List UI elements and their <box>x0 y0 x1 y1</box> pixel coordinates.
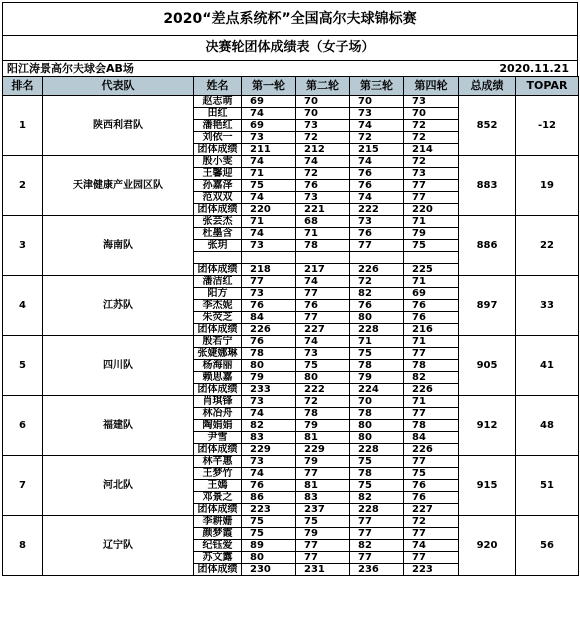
player-name: 张芸杰 <box>194 216 242 228</box>
header-name: 姓名 <box>194 77 242 96</box>
player-round-3-score: 70 <box>350 96 404 108</box>
player-name: 潘艳红 <box>194 120 242 132</box>
player-round-3-score: 74 <box>350 120 404 132</box>
team-round-4-total: 227 <box>404 504 459 516</box>
player-round-4-score: 77 <box>404 552 459 564</box>
player-round-4-score: 73 <box>404 96 459 108</box>
team-total: 920 <box>459 516 516 576</box>
team-round-1-total: 226 <box>242 324 296 336</box>
player-round-4-score: 76 <box>404 312 459 324</box>
team-name: 辽宁队 <box>43 516 194 576</box>
player-row <box>3 456 579 468</box>
player-round-2-score: 79 <box>296 528 350 540</box>
player-name: 颜梦霞 <box>194 528 242 540</box>
team-total-label: 团体成绩 <box>194 144 242 156</box>
player-round-3-score: 74 <box>350 156 404 168</box>
team-rank: 8 <box>3 516 43 576</box>
player-round-4-score: 73 <box>404 168 459 180</box>
player-round-3-score: 80 <box>350 420 404 432</box>
player-round-3-score: 82 <box>350 288 404 300</box>
player-round-1-score: 69 <box>242 120 296 132</box>
player-round-4-score: 71 <box>404 336 459 348</box>
player-round-1-score: 83 <box>242 432 296 444</box>
player-round-3-score: 78 <box>350 408 404 420</box>
team-round-4-total: 214 <box>404 144 459 156</box>
player-round-3-score: 82 <box>350 540 404 552</box>
player-round-2-score: 81 <box>296 432 350 444</box>
player-name: 王嫣 <box>194 480 242 492</box>
player-round-1-score: 71 <box>242 168 296 180</box>
player-round-1-score: 84 <box>242 312 296 324</box>
team-round-1-total: 211 <box>242 144 296 156</box>
team-topar: 22 <box>516 216 579 276</box>
team-round-4-total: 226 <box>404 444 459 456</box>
player-round-2-score: 77 <box>296 468 350 480</box>
player-round-2-score: 79 <box>296 420 350 432</box>
player-round-2-score: 78 <box>296 408 350 420</box>
player-round-4-score: 77 <box>404 408 459 420</box>
player-round-1-score: 71 <box>242 216 296 228</box>
team-name: 福建队 <box>43 396 194 456</box>
player-name: 张婕娜琳 <box>194 348 242 360</box>
player-name: 范双双 <box>194 192 242 204</box>
team-name: 河北队 <box>43 456 194 516</box>
team-round-3-total: 228 <box>350 324 404 336</box>
player-round-3-score: 72 <box>350 276 404 288</box>
player-name: 尹雪 <box>194 432 242 444</box>
team-topar: 56 <box>516 516 579 576</box>
player-round-3-score: 74 <box>350 192 404 204</box>
player-round-2-score: 71 <box>296 228 350 240</box>
player-round-1-score: 69 <box>242 96 296 108</box>
player-round-4-score: 75 <box>404 468 459 480</box>
player-name: 林芊惠 <box>194 456 242 468</box>
team-round-1-total: 218 <box>242 264 296 276</box>
player-round-2-score: 73 <box>296 120 350 132</box>
player-name: 苏文露 <box>194 552 242 564</box>
player-round-4-score: 71 <box>404 216 459 228</box>
player-round-3-score: 75 <box>350 456 404 468</box>
player-row <box>3 276 579 288</box>
player-round-1-score: 73 <box>242 240 296 252</box>
team-name: 海南队 <box>43 216 194 276</box>
player-round-1-score: 86 <box>242 492 296 504</box>
player-round-4-score: 69 <box>404 288 459 300</box>
header-total: 总成绩 <box>459 77 516 96</box>
player-round-1-score: 77 <box>242 276 296 288</box>
player-round-3-score <box>350 252 404 264</box>
player-round-4-score <box>404 252 459 264</box>
player-round-2-score: 72 <box>296 132 350 144</box>
player-row <box>3 336 579 348</box>
player-round-1-score: 74 <box>242 228 296 240</box>
header-round-4: 第四轮 <box>404 77 459 96</box>
player-name: 朱荧芝 <box>194 312 242 324</box>
player-round-1-score: 75 <box>242 528 296 540</box>
player-round-2-score: 79 <box>296 456 350 468</box>
team-total-label: 团体成绩 <box>194 204 242 216</box>
team-total: 852 <box>459 96 516 156</box>
player-name: 孙嘉泽 <box>194 180 242 192</box>
player-round-4-score: 72 <box>404 516 459 528</box>
player-round-4-score: 76 <box>404 492 459 504</box>
player-row <box>3 156 579 168</box>
player-round-3-score: 79 <box>350 372 404 384</box>
team-topar: 19 <box>516 156 579 216</box>
player-row <box>3 96 579 108</box>
player-round-2-score: 74 <box>296 336 350 348</box>
team-total: 905 <box>459 336 516 396</box>
player-round-1-score: 74 <box>242 408 296 420</box>
team-round-3-total: 215 <box>350 144 404 156</box>
player-round-3-score: 76 <box>350 228 404 240</box>
player-round-3-score: 82 <box>350 492 404 504</box>
player-round-2-score: 74 <box>296 276 350 288</box>
team-round-3-total: 236 <box>350 564 404 576</box>
player-name: 赵志萌 <box>194 96 242 108</box>
player-round-4-score: 72 <box>404 156 459 168</box>
header-row <box>3 77 579 96</box>
player-round-1-score: 73 <box>242 132 296 144</box>
team-round-2-total: 227 <box>296 324 350 336</box>
team-round-3-total: 228 <box>350 504 404 516</box>
player-round-2-score: 75 <box>296 516 350 528</box>
team-total: 886 <box>459 216 516 276</box>
team-rank: 7 <box>3 456 43 516</box>
player-round-2-score: 70 <box>296 96 350 108</box>
sheet-subtitle: 决赛轮团体成绩表（女子场） <box>2 35 578 60</box>
player-row <box>3 216 579 228</box>
date-label: 2020.11.21 <box>499 62 569 75</box>
player-round-2-score: 76 <box>296 300 350 312</box>
player-name: 阳方 <box>194 288 242 300</box>
team-rank: 3 <box>3 216 43 276</box>
player-round-1-score: 76 <box>242 336 296 348</box>
player-round-1-score: 73 <box>242 288 296 300</box>
player-round-2-score: 76 <box>296 180 350 192</box>
player-round-1-score: 79 <box>242 372 296 384</box>
meta-row <box>2 60 578 76</box>
player-name: 潘洁红 <box>194 276 242 288</box>
team-name: 天津健康产业园区队 <box>43 156 194 216</box>
player-round-1-score: 73 <box>242 456 296 468</box>
player-round-2-score: 83 <box>296 492 350 504</box>
player-round-1-score: 76 <box>242 480 296 492</box>
team-round-2-total: 222 <box>296 384 350 396</box>
player-round-1-score: 75 <box>242 516 296 528</box>
team-total-label: 团体成绩 <box>194 444 242 456</box>
player-round-3-score: 73 <box>350 108 404 120</box>
results-body <box>3 96 579 576</box>
player-round-3-score: 70 <box>350 396 404 408</box>
player-name: 刘依一 <box>194 132 242 144</box>
header-round-3: 第三轮 <box>350 77 404 96</box>
player-round-3-score: 80 <box>350 432 404 444</box>
player-round-3-score: 72 <box>350 132 404 144</box>
player-round-2-score: 77 <box>296 288 350 300</box>
header-round-1: 第一轮 <box>242 77 296 96</box>
player-round-4-score: 82 <box>404 372 459 384</box>
player-round-2-score: 81 <box>296 480 350 492</box>
player-name: 王梦竹 <box>194 468 242 480</box>
player-round-4-score: 70 <box>404 108 459 120</box>
player-round-1-score: 80 <box>242 552 296 564</box>
header-topar: TOPAR <box>516 77 579 96</box>
player-round-4-score: 71 <box>404 276 459 288</box>
player-name: 林冶舟 <box>194 408 242 420</box>
player-round-4-score: 71 <box>404 396 459 408</box>
player-round-4-score: 74 <box>404 540 459 552</box>
player-round-1-score: 73 <box>242 396 296 408</box>
team-rank: 6 <box>3 396 43 456</box>
team-total-label: 团体成绩 <box>194 384 242 396</box>
player-round-3-score: 77 <box>350 240 404 252</box>
player-round-1-score: 76 <box>242 300 296 312</box>
team-total: 915 <box>459 456 516 516</box>
team-round-2-total: 237 <box>296 504 350 516</box>
player-name: 陶娟娟 <box>194 420 242 432</box>
team-round-1-total: 220 <box>242 204 296 216</box>
player-name: 殷若宁 <box>194 336 242 348</box>
player-name: 肖琪锋 <box>194 396 242 408</box>
team-total: 883 <box>459 156 516 216</box>
team-total: 912 <box>459 396 516 456</box>
team-rank: 1 <box>3 96 43 156</box>
team-total: 897 <box>459 276 516 336</box>
player-round-4-score: 77 <box>404 528 459 540</box>
player-name: 李耕姗 <box>194 516 242 528</box>
team-round-4-total: 216 <box>404 324 459 336</box>
results-sheet <box>2 2 578 576</box>
player-round-4-score: 77 <box>404 348 459 360</box>
team-total-label: 团体成绩 <box>194 504 242 516</box>
team-name: 陕西利君队 <box>43 96 194 156</box>
player-name: 杜墨含 <box>194 228 242 240</box>
header-rank: 排名 <box>3 77 43 96</box>
player-round-4-score: 84 <box>404 432 459 444</box>
player-round-2-score <box>296 252 350 264</box>
player-round-1-score: 74 <box>242 192 296 204</box>
player-round-4-score: 78 <box>404 420 459 432</box>
team-round-1-total: 229 <box>242 444 296 456</box>
team-round-2-total: 231 <box>296 564 350 576</box>
venue-label: 阳江涛景高尔夫球会AB场 <box>7 62 134 75</box>
player-round-3-score: 76 <box>350 300 404 312</box>
player-round-4-score: 77 <box>404 456 459 468</box>
team-round-2-total: 221 <box>296 204 350 216</box>
team-topar: 33 <box>516 276 579 336</box>
player-row <box>3 396 579 408</box>
player-round-3-score: 75 <box>350 480 404 492</box>
team-name: 四川队 <box>43 336 194 396</box>
player-round-2-score: 74 <box>296 156 350 168</box>
player-round-3-score: 73 <box>350 216 404 228</box>
team-round-4-total: 226 <box>404 384 459 396</box>
team-rank: 2 <box>3 156 43 216</box>
player-round-2-score: 77 <box>296 540 350 552</box>
team-round-1-total: 223 <box>242 504 296 516</box>
player-round-3-score: 78 <box>350 468 404 480</box>
player-round-2-score: 73 <box>296 192 350 204</box>
team-round-4-total: 225 <box>404 264 459 276</box>
player-round-3-score: 77 <box>350 552 404 564</box>
team-total-label: 团体成绩 <box>194 564 242 576</box>
player-round-3-score: 75 <box>350 348 404 360</box>
player-round-1-score: 78 <box>242 348 296 360</box>
player-round-3-score: 77 <box>350 528 404 540</box>
player-name: 田红 <box>194 108 242 120</box>
player-round-3-score: 71 <box>350 336 404 348</box>
player-name: 杨海丽 <box>194 360 242 372</box>
player-name: 李杰妮 <box>194 300 242 312</box>
player-round-3-score: 80 <box>350 312 404 324</box>
team-round-3-total: 222 <box>350 204 404 216</box>
player-round-2-score: 70 <box>296 108 350 120</box>
player-name: 纪钰爱 <box>194 540 242 552</box>
player-round-2-score: 75 <box>296 360 350 372</box>
team-round-4-total: 220 <box>404 204 459 216</box>
player-round-4-score: 77 <box>404 192 459 204</box>
player-name: 赖思嘉 <box>194 372 242 384</box>
header-round-2: 第二轮 <box>296 77 350 96</box>
player-round-1-score: 74 <box>242 468 296 480</box>
player-round-4-score: 76 <box>404 480 459 492</box>
player-round-1-score: 89 <box>242 540 296 552</box>
team-round-1-total: 233 <box>242 384 296 396</box>
team-rank: 5 <box>3 336 43 396</box>
player-round-3-score: 76 <box>350 180 404 192</box>
player-round-1-score: 82 <box>242 420 296 432</box>
team-round-2-total: 212 <box>296 144 350 156</box>
team-round-2-total: 229 <box>296 444 350 456</box>
team-topar: 51 <box>516 456 579 516</box>
team-rank: 4 <box>3 276 43 336</box>
sheet-title: 2020“差点系统杯”全国高尔夫球锦标赛 <box>2 2 578 35</box>
player-row <box>3 516 579 528</box>
player-round-3-score: 78 <box>350 360 404 372</box>
player-round-4-score: 79 <box>404 228 459 240</box>
player-name <box>194 252 242 264</box>
player-round-4-score: 78 <box>404 360 459 372</box>
player-round-1-score: 74 <box>242 156 296 168</box>
player-round-2-score: 77 <box>296 552 350 564</box>
team-topar: 48 <box>516 396 579 456</box>
player-round-4-score: 72 <box>404 120 459 132</box>
player-round-4-score: 77 <box>404 180 459 192</box>
player-round-1-score <box>242 252 296 264</box>
player-round-4-score: 76 <box>404 300 459 312</box>
team-round-3-total: 224 <box>350 384 404 396</box>
player-name: 殷小雯 <box>194 156 242 168</box>
player-round-2-score: 73 <box>296 348 350 360</box>
player-name: 邓景之 <box>194 492 242 504</box>
player-round-3-score: 76 <box>350 168 404 180</box>
team-round-3-total: 226 <box>350 264 404 276</box>
player-round-2-score: 72 <box>296 168 350 180</box>
player-name: 张玥 <box>194 240 242 252</box>
team-total-label: 团体成绩 <box>194 324 242 336</box>
team-round-1-total: 230 <box>242 564 296 576</box>
player-round-1-score: 74 <box>242 108 296 120</box>
player-round-3-score: 77 <box>350 516 404 528</box>
player-round-2-score: 78 <box>296 240 350 252</box>
player-round-2-score: 80 <box>296 372 350 384</box>
team-results-table <box>2 76 579 576</box>
team-topar: -12 <box>516 96 579 156</box>
player-round-4-score: 72 <box>404 132 459 144</box>
player-round-4-score: 75 <box>404 240 459 252</box>
player-round-2-score: 68 <box>296 216 350 228</box>
player-round-1-score: 75 <box>242 180 296 192</box>
team-total-label: 团体成绩 <box>194 264 242 276</box>
team-round-4-total: 223 <box>404 564 459 576</box>
team-round-2-total: 217 <box>296 264 350 276</box>
player-name: 王馨迎 <box>194 168 242 180</box>
player-round-2-score: 77 <box>296 312 350 324</box>
team-topar: 41 <box>516 336 579 396</box>
player-round-2-score: 72 <box>296 396 350 408</box>
player-round-1-score: 80 <box>242 360 296 372</box>
header-team: 代表队 <box>43 77 194 96</box>
team-name: 江苏队 <box>43 276 194 336</box>
team-round-3-total: 228 <box>350 444 404 456</box>
